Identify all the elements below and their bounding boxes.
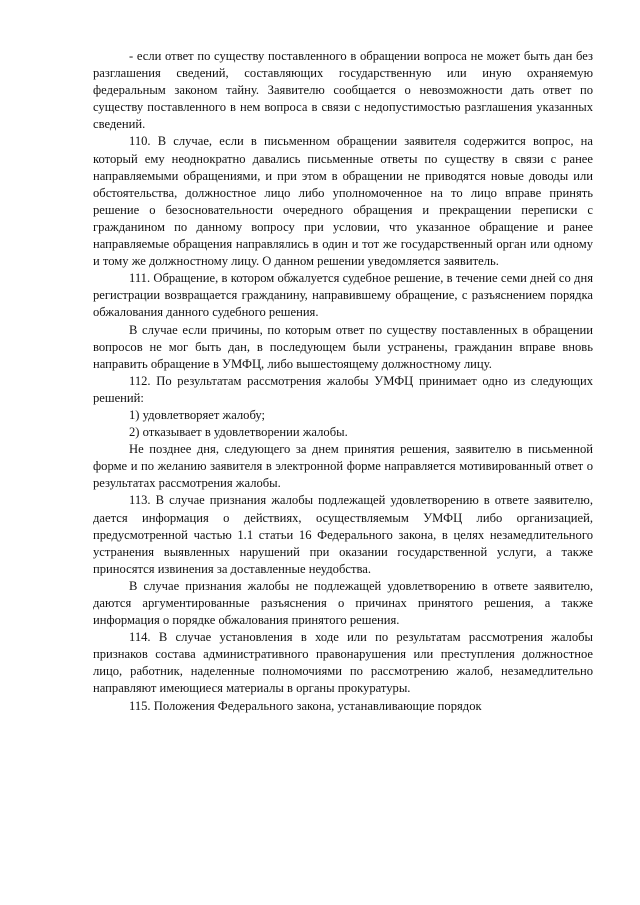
paragraph-113: 113. В случае признания жалобы подлежащей удовлетворению в ответе заявителю, дается информация о действиях, осуществляемым УМФЦ либо организацией, предусмотренной частью 1.1 статьи 16 Федерального закона, в целях незамедлительного устранения выявленных нарушений при оказании государственной услуги, а также приносятся извинения за доставленные неудобства. [93,493,593,576]
paragraph-reasons-removed: В случае если причины, по которым ответ по существу поставленных в обращении вопросов не мог быть дан, в последующем были устранены, гражданин вправе вновь направить обращение в УМФЦ, либо вышестоящему должностному лицу. [93,322,593,371]
document-page [93,48,593,715]
paragraph-response-deadline: Не позднее дня, следующего за днем принятия решения, заявителю в письменной форме и по желанию заявителя в электронной форме направляется мотивированный ответ о результатах рассмотрения жалобы. [93,442,593,491]
paragraph-115: 115. Положения Федерального закона, устанавливающие порядок [129,698,482,713]
paragraph-114: 114. В случае установления в ходе или по результатам рассмотрения жалобы признаков состава административного правонарушения или преступления должностное лицо, работник, наделенные полномочиями по рассмотрению жалоб, незамедлительно направляют имеющиеся материалы в органы прокуратуры. [93,630,593,696]
list-item-1: 1) удовлетворяет жалобу; [129,407,266,422]
paragraph-110: 110. В случае, если в письменном обращении заявителя содержится вопрос, на который ему неоднократно давались письменные ответы по существу в связи с ранее направляемыми обращениями, и при этом в обращении не приводятся новые доводы или обстоятельства, должностное лицо либо уполномоченное на то лицо вправе принять решение о безосновательности очередного обращения и прекращении переписки с гражданином по данному вопросу при условии, что указанное обращение и ранее направляемые обращения направлялись в один и тот же государственный орган или одному и тому же должностному лицу. О данном решении уведомляется заявитель. [93,134,593,269]
paragraph-secrecy-clause: - если ответ по существу поставленного в обращении вопроса не может быть дан без разглашения сведений, составляющих государственную или иную охраняемую федеральным законом тайну. Заявителю сообщается о невозможности дать ответ по существу поставленного в нем вопроса в связи с недопустимостью разглашения указанных сведений. [93,49,593,132]
list-item-2: 2) отказывает в удовлетворении жалобы. [129,425,348,440]
paragraph-111: 111. Обращение, в котором обжалуется судебное решение, в течение семи дней со дня регистрации возвращается гражданину, направившему обращение, с разъяснением порядка обжалования данного судебного решения. [93,271,593,320]
paragraph-112: 112. По результатам рассмотрения жалобы УМФЦ принимает одно из следующих решений: [93,373,593,405]
paragraph-rejection-response: В случае признания жалобы не подлежащей удовлетворению в ответе заявителю, даются аргументированные разъяснения о причинах принятого решения, а также информация о порядке обжалования принятого решения. [93,578,593,628]
